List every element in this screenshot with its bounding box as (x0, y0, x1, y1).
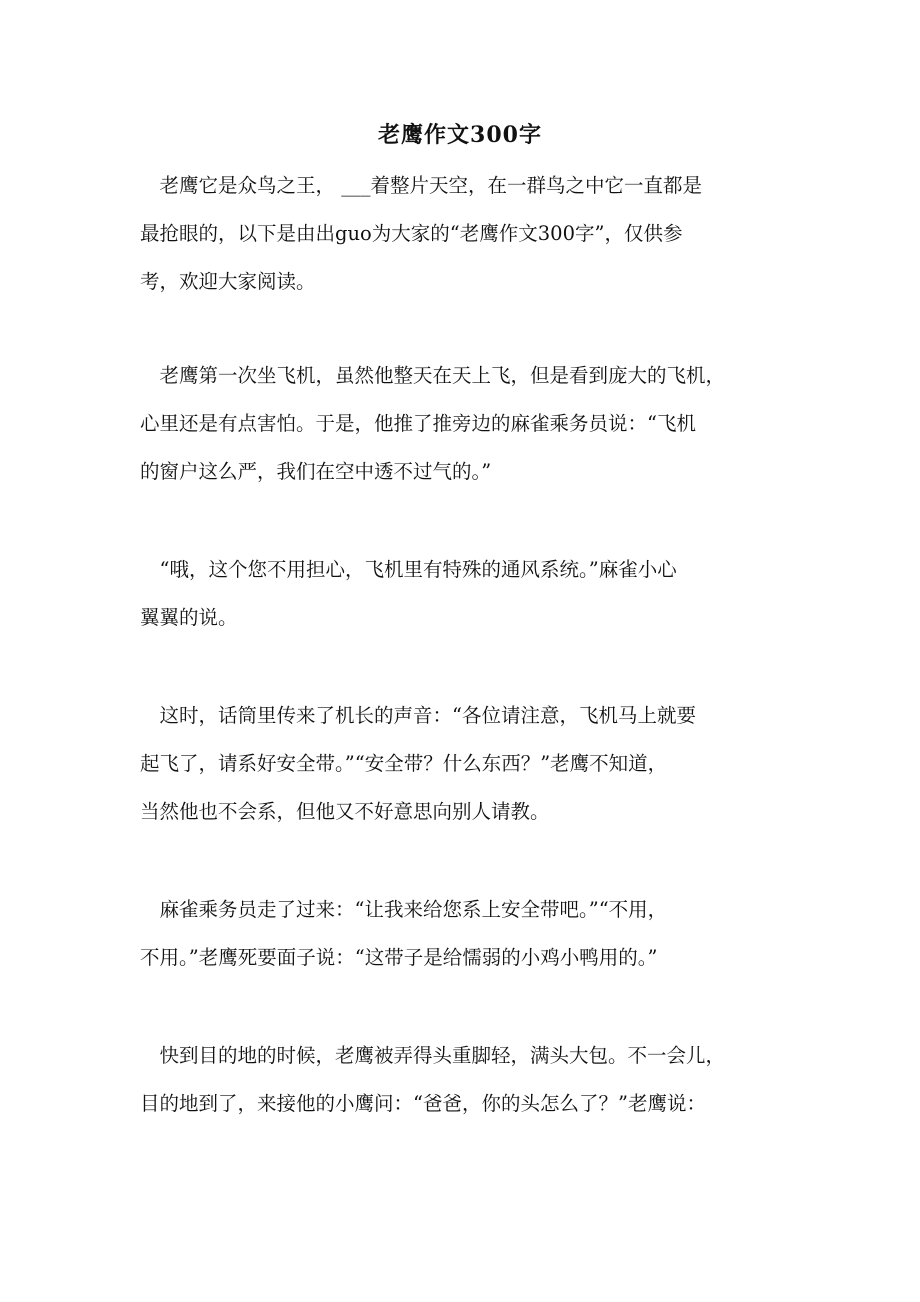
paragraph-line: 快到目的地的时候，老鹰被弄得头重脚轻，满头大包。不一会儿， (140, 1044, 726, 1067)
paragraph-line: 这时，话筒里传来了机长的声音：“各位请注意，飞机马上就要 (140, 704, 696, 727)
paragraph-line: 不用。”老鹰死要面子说：“这带子是给懦弱的小鸡小鸭用的。” (140, 946, 658, 969)
paragraph-arrival (140, 1032, 780, 1128)
paragraph-line: 目的地到了，来接他的小鹰问：“爸爸，你的头怎么了？”老鹰说： (140, 1092, 706, 1115)
paragraph-line: 起飞了，请系好安全带。”“安全带？什么东西？”老鹰不知道， (140, 752, 668, 775)
paragraph-line: 的窗户这么严，我们在空中透不过气的。” (140, 460, 492, 483)
paragraph-line: 心里还是有点害怕。于是，他推了推旁边的麻雀乘务员说：“飞机 (140, 412, 696, 435)
paragraph-seatbelt (140, 886, 780, 982)
paragraph-line: 老鹰它是众鸟之王， ___着整片天空，在一群鸟之中它一直都是 (140, 174, 702, 197)
document-title: 老鹰作文300字 (378, 122, 542, 148)
paragraph-line: “哦，这个您不用担心，飞机里有特殊的通风系统。”麻雀小心 (140, 558, 677, 581)
paragraph-line: 翼翼的说。 (140, 606, 238, 629)
paragraph-first-flight (140, 352, 780, 496)
paragraph-captain (140, 692, 780, 836)
paragraph-line: 最抢眼的，以下是由出guo为大家的“老鹰作文300字”，仅供参 (140, 222, 683, 245)
paragraph-line: 麻雀乘务员走了过来：“让我来给您系上安全带吧。”“不用， (140, 898, 668, 921)
paragraph-line: 当然他也不会系，但他又不好意思向别人请教。 (140, 800, 550, 823)
paragraph-line: 老鹰第一次坐飞机，虽然他整天在天上飞，但是看到庞大的飞机， (140, 364, 726, 387)
paragraph-line: 考，欢迎大家阅读。 (140, 270, 316, 293)
paragraph-ventilation (140, 546, 780, 642)
paragraph-intro (140, 162, 780, 306)
